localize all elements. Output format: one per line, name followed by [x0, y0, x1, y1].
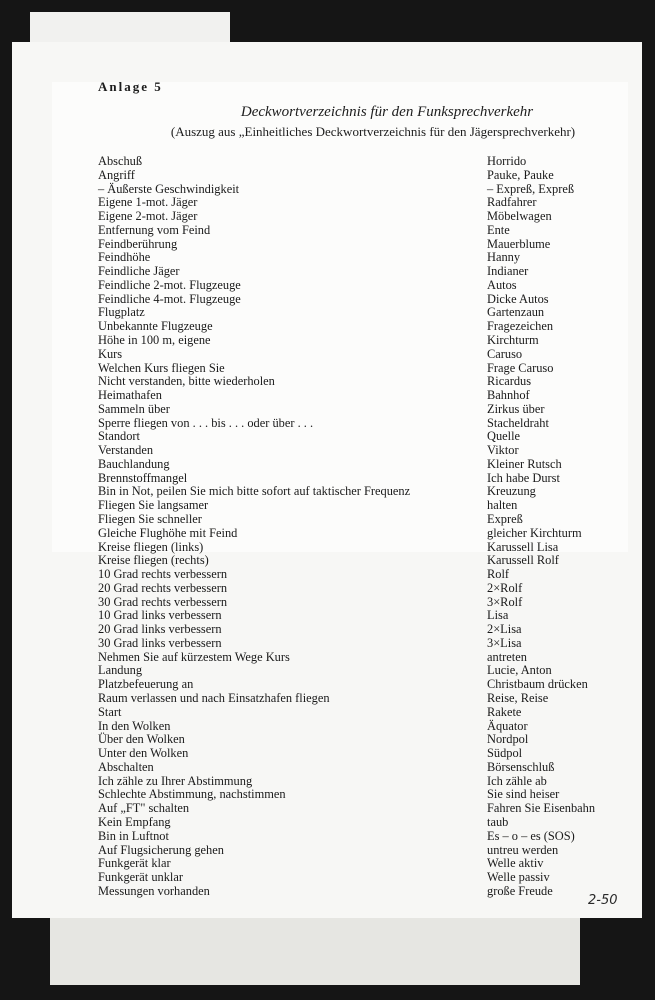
term-text: Sperre fliegen von . . . bis . . . oder über . . .	[98, 415, 314, 430]
term-text: Nehmen Sie auf kürzestem Wege Kurs	[98, 649, 290, 664]
code-word-text: Ich zähle ab	[487, 773, 547, 788]
list-item	[98, 663, 618, 677]
term-text: Auf „FT" schalten	[98, 801, 190, 816]
term-text: Bin in Luftnot	[98, 828, 169, 843]
list-item	[98, 677, 618, 691]
code-word-text: Indianer	[487, 264, 529, 279]
term-text: 30 Grad rechts verbessern	[98, 594, 228, 609]
code-word-text: Sie sind heiser	[487, 787, 560, 802]
document-title: Deckwortverzeichnis für den Funksprechverkehr	[240, 104, 534, 120]
list-item	[98, 209, 618, 223]
list-item	[98, 498, 618, 512]
term-text: Schlechte Abstimmung, nachstimmen	[98, 787, 286, 802]
list-item	[98, 774, 618, 788]
list-item	[98, 870, 618, 884]
list-item	[98, 237, 618, 251]
term-text: Brennstoffmangel	[98, 470, 188, 485]
code-word-text: 2×Rolf	[487, 580, 523, 595]
code-word-text: Zirkus über	[487, 401, 545, 416]
term-text: Eigene 2-mot. Jäger	[98, 209, 198, 224]
list-item	[98, 650, 618, 664]
list-item	[98, 856, 618, 870]
code-word-text: Reise, Reise	[487, 691, 549, 706]
list-item	[98, 278, 618, 292]
list-item	[98, 154, 618, 168]
term-text: Feindhöhe	[98, 250, 151, 265]
list-item	[98, 815, 618, 829]
code-word-text: Welle aktiv	[487, 856, 544, 871]
code-word-text: Rolf	[487, 567, 510, 582]
term-text: Raum verlassen und nach Einsatzhafen fliegen	[98, 691, 330, 706]
term-text: Verstanden	[98, 443, 154, 458]
term-text: Feindliche 2-mot. Flugzeuge	[98, 277, 241, 292]
list-item	[98, 168, 618, 182]
code-word-text: Christbaum drücken	[487, 677, 588, 692]
code-word-text: Viktor	[487, 443, 519, 458]
code-word-text: Quelle	[487, 429, 521, 444]
code-word-text: Horrido	[487, 154, 527, 168]
term-text: Eigene 1-mot. Jäger	[98, 195, 198, 210]
term-text: Unter den Wolken	[98, 746, 189, 761]
list-item	[98, 829, 618, 843]
list-item	[98, 787, 618, 801]
code-word-text: 2×Lisa	[487, 622, 522, 637]
code-word-text: große Freude	[487, 883, 553, 898]
term-text: Standort	[98, 429, 140, 444]
list-item	[98, 361, 618, 375]
list-item	[98, 250, 618, 264]
list-item	[98, 884, 618, 898]
term-text: Entfernung vom Feind	[98, 222, 211, 237]
list-item	[98, 484, 618, 498]
code-word-text: Welle passiv	[487, 870, 550, 885]
code-word-text: untreu werden	[487, 842, 559, 857]
code-word-text: Pauke, Pauke	[487, 167, 554, 182]
code-word-text: Rakete	[487, 704, 522, 719]
list-item	[98, 292, 618, 306]
term-text: Sammeln über	[98, 401, 170, 416]
code-word-text: – Expreß, Expreß	[487, 181, 575, 196]
code-word-text: Südpol	[487, 746, 523, 761]
term-text: Über den Wolken	[98, 732, 185, 747]
term-text: Abschalten	[98, 759, 154, 774]
code-word-text: Bahnhof	[487, 388, 530, 403]
list-item	[98, 512, 618, 526]
list-item	[98, 182, 618, 196]
list-item	[98, 622, 618, 636]
term-text: Kreise fliegen (links)	[98, 539, 204, 554]
code-word-text: Börsenschluß	[487, 759, 555, 774]
code-word-text: Autos	[487, 277, 517, 292]
list-item	[98, 347, 618, 361]
term-text: – Äußerste Geschwindigkeit	[98, 181, 240, 196]
list-item	[98, 581, 618, 595]
list-item	[98, 732, 618, 746]
term-text: Platzbefeuerung an	[98, 677, 194, 692]
code-word-text: taub	[487, 814, 509, 829]
annex-label: Anlage 5	[98, 79, 163, 94]
code-word-text: antreten	[487, 649, 527, 664]
code-word-text: Gartenzaun	[487, 305, 545, 320]
term-text: Abschuß	[98, 154, 143, 168]
term-text: Angriff	[98, 167, 135, 182]
code-word-text: 3×Rolf	[487, 594, 523, 609]
term-text: Messungen vorhanden	[98, 883, 210, 898]
list-item	[98, 264, 618, 278]
list-item	[98, 691, 618, 705]
code-word-text: halten	[487, 498, 518, 513]
term-text: 20 Grad rechts verbessern	[98, 580, 228, 595]
term-text: Bauchlandung	[98, 456, 170, 471]
code-word-text: Stacheldraht	[487, 415, 549, 430]
term-text: Funkgerät klar	[98, 856, 171, 871]
document-page	[12, 42, 642, 918]
term-text: Feindberührung	[98, 236, 178, 251]
term-text: Heimathafen	[98, 388, 162, 403]
term-text: Kein Empfang	[98, 814, 171, 829]
code-word-text: Radfahrer	[487, 195, 537, 210]
document-subtitle: (Auszug aus „Einheitliches Deckwortverzeichnis für den Jägersprechverkehr)	[170, 124, 576, 139]
list-item	[98, 843, 618, 857]
code-word-text: Hanny	[487, 250, 521, 265]
term-text: Ich zähle zu Ihrer Abstimmung	[98, 773, 253, 788]
list-item	[98, 801, 618, 815]
list-item	[98, 195, 618, 209]
list-item	[98, 636, 618, 650]
term-text: Feindliche 4-mot. Flugzeuge	[98, 291, 241, 306]
code-word-text: Kirchturm	[487, 333, 539, 347]
term-text: 30 Grad links verbessern	[98, 635, 222, 650]
term-text: Feindliche Jäger	[98, 264, 180, 279]
code-word-text: 3×Lisa	[487, 635, 522, 650]
list-item	[98, 374, 618, 388]
code-word-text: Kreuzung	[487, 484, 536, 499]
term-text: Höhe in 100 m, eigene	[98, 333, 211, 347]
term-text: Flugplatz	[98, 305, 145, 320]
term-text: Fliegen Sie langsamer	[98, 498, 209, 513]
term-text: 10 Grad links verbessern	[98, 608, 222, 623]
term-text: Bin in Not, peilen Sie mich bitte sofort auf taktischer Frequenz	[98, 484, 411, 499]
term-text: Nicht verstanden, bitte wiederholen	[98, 374, 275, 389]
code-word-text: Äquator	[487, 718, 528, 733]
code-word-text: Fragezeichen	[487, 319, 554, 334]
term-text: Auf Flugsicherung gehen	[98, 842, 224, 857]
list-item	[98, 457, 618, 471]
list-item	[98, 443, 618, 457]
term-text: In den Wolken	[98, 718, 171, 733]
code-word-text: Caruso	[487, 346, 523, 361]
code-word-text: Es – o – es (SOS)	[487, 828, 575, 843]
code-word-text: Ente	[487, 222, 510, 237]
underlying-sheet	[50, 910, 580, 985]
code-word-text: Kleiner Rutsch	[487, 456, 562, 471]
term-text: 20 Grad links verbessern	[98, 622, 222, 637]
list-item	[98, 567, 618, 581]
term-text: Gleiche Flughöhe mit Feind	[98, 525, 238, 540]
list-item	[98, 526, 618, 540]
list-item	[98, 429, 618, 443]
term-text: Fliegen Sie schneller	[98, 512, 202, 527]
list-item	[98, 595, 618, 609]
code-word-text: Fahren Sie Eisenbahn	[487, 801, 596, 816]
code-word-text: Karussell Lisa	[487, 539, 559, 554]
code-word-text: Möbelwagen	[487, 209, 552, 224]
list-item	[98, 333, 618, 347]
page-number: 2-50	[588, 893, 618, 908]
list-item	[98, 471, 618, 485]
list-item	[98, 388, 618, 402]
code-word-text: Expreß	[487, 512, 523, 527]
list-item	[98, 553, 618, 567]
list-item	[98, 705, 618, 719]
list-item	[98, 416, 618, 430]
code-word-text: Dicke Autos	[487, 291, 549, 306]
list-item	[98, 746, 618, 760]
code-word-text: Karussell Rolf	[487, 553, 559, 568]
term-text: Unbekannte Flugzeuge	[98, 319, 213, 334]
list-item	[98, 760, 618, 774]
list-item	[98, 319, 618, 333]
code-word-text: Ricardus	[487, 374, 532, 389]
list-item	[98, 540, 618, 554]
code-word-text: Nordpol	[487, 732, 529, 747]
term-text: Kreise fliegen (rechts)	[98, 553, 209, 568]
code-word-text: Mauerblume	[487, 236, 551, 251]
list-item	[98, 402, 618, 416]
code-word-text: Lisa	[487, 608, 509, 623]
code-word-text: Ich habe Durst	[487, 470, 560, 485]
code-word-text: gleicher Kirchturm	[487, 525, 582, 540]
term-text: Start	[98, 704, 122, 719]
list-item	[98, 719, 618, 733]
term-text: Funkgerät unklar	[98, 870, 183, 885]
term-text: 10 Grad rechts verbessern	[98, 567, 228, 582]
term-text: Landung	[98, 663, 143, 678]
code-word-text: Lucie, Anton	[487, 663, 552, 678]
list-item	[98, 223, 618, 237]
term-text: Kurs	[98, 346, 123, 361]
list-item	[98, 608, 618, 622]
list-item	[98, 305, 618, 319]
term-text: Welchen Kurs fliegen Sie	[98, 360, 225, 375]
code-word-text: Frage Caruso	[487, 360, 554, 375]
